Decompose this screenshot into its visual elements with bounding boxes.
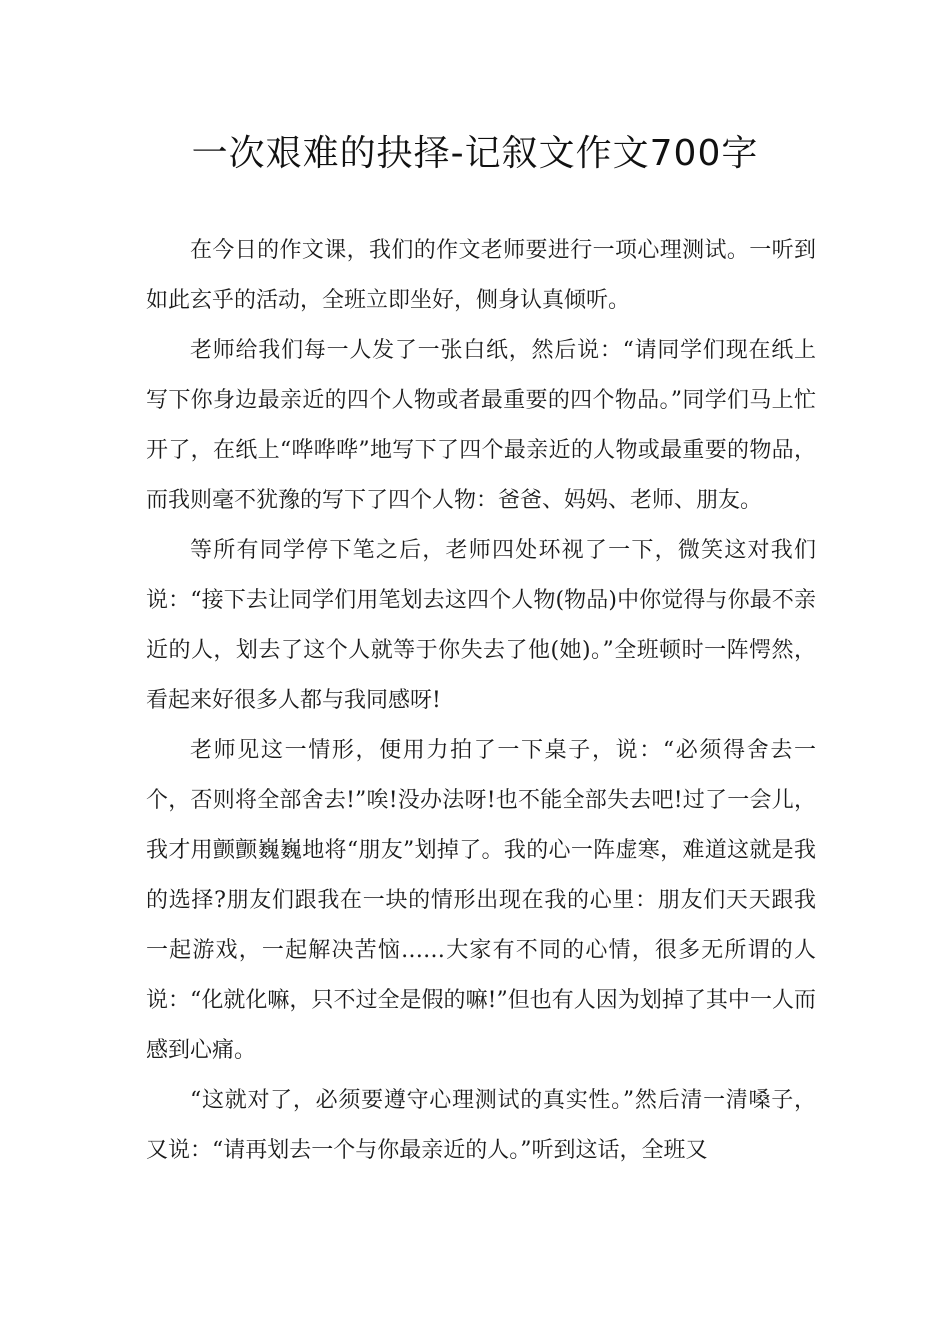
- paragraph: “这就对了，必须要遵守心理测试的真实性。”然后清一清嗓子，又说：“请再划去一个与你最亲近的人。”听到这话，全班又: [146, 1088, 816, 1163]
- paragraph: 老师见这一情形，便用力拍了一下桌子，说：“必须得舍去一个，否则将全部舍去!”唉!没办法呀!也不能全部失去吧!过了一会儿，我才用颤颤巍巍地将“朋友”划掉了。我的心一阵虚寒，难道这就是我的选择?朋友们跟我在一块的情形出现在我的心里：朋友们天天跟我一起游戏，一起解决苦恼……大家有不同的心情，很多无所谓的人说：“化就化嘛，只不过全是假的嘛!”但也有人因为划掉了其中一人而感到心痛。: [146, 738, 816, 1063]
- document-title: 一次艰难的抉择-记叙文作文700字: [191, 133, 759, 174]
- paragraph: 老师给我们每一人发了一张白纸，然后说：“请同学们现在纸上写下你身边最亲近的四个人物或者最重要的四个物品。”同学们马上忙开了，在纸上“哗哗哗”地写下了四个最亲近的人物或最重要的物品，而我则毫不犹豫的写下了四个人物：爸爸、妈妈、老师、朋友。: [146, 338, 816, 513]
- document-body: [146, 226, 816, 1176]
- paragraph: 在今日的作文课，我们的作文老师要进行一项心理测试。一听到如此玄乎的活动，全班立即坐好，侧身认真倾听。: [146, 238, 816, 313]
- paragraph: 等所有同学停下笔之后，老师四处环视了一下，微笑这对我们说：“接下去让同学们用笔划去这四个人物(物品)中你觉得与你最不亲近的人，划去了这个人就等于你失去了他(她)。”全班顿时一阵愕然，看起来好很多人都与我同感呀!: [146, 538, 816, 713]
